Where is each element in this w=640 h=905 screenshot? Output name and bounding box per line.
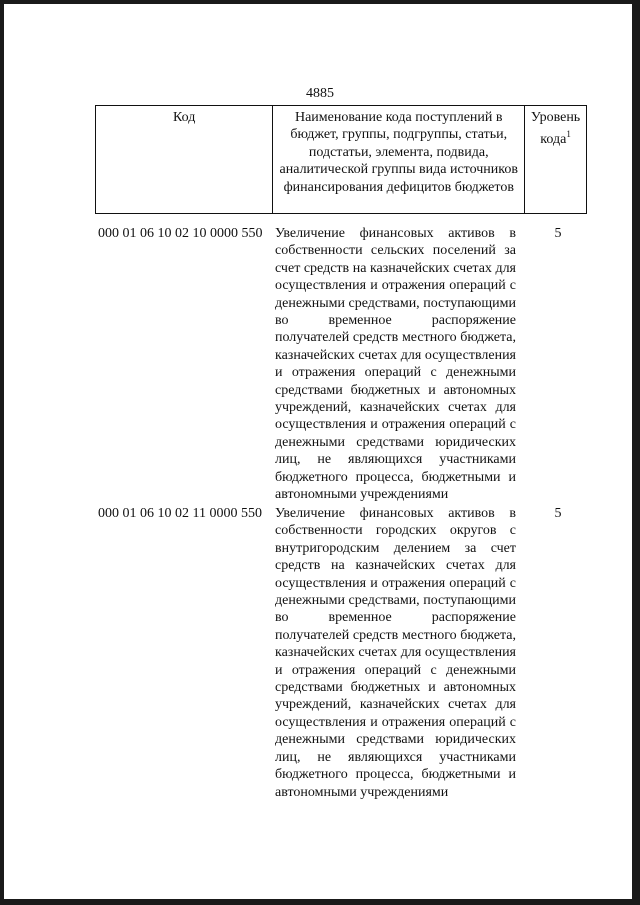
header-name: Наименование кода поступлений в бюджет, группы, подгруппы, статьи, подстатьи, элемента, подвида, аналитической группы вида источников финансирования дефицитов бюджетов	[273, 106, 525, 214]
row-code: 000 01 06 10 02 11 0000 550	[98, 506, 262, 521]
row-level: 5	[554, 226, 562, 241]
page-number: 4885	[306, 86, 334, 101]
scan-border-right	[632, 0, 640, 905]
table-header-row	[96, 106, 587, 214]
row-code: 000 01 06 10 02 10 0000 550	[98, 226, 263, 241]
footnote-marker: 1	[566, 129, 571, 140]
row-description: Увеличение финансовых активов в собственности городских округов с внутригородским делением за счет средств на казначейских счетах для осуществления и отражения операций с денежными средствами, поступающими во временное распоряжение получателей средств местного бюджета, казначейских счетах для осуществления и отражения операций с денежными средствами бюджетных и автономных учреждений, казначейских счетах для осуществления и отражения операций с денежными средствами юридических лиц, не являющихся участниками бюджетного процесса, бюджетными и автономными учреждениями	[275, 506, 516, 800]
row-level: 5	[554, 506, 562, 521]
scan-border-bottom	[0, 899, 640, 905]
header-level-label: Уровень кода	[530, 110, 581, 148]
scan-border-top	[0, 0, 640, 4]
scan-border-left	[0, 0, 4, 905]
table-header	[95, 105, 587, 214]
row-description: Увеличение финансовых активов в собственности сельских поселений за счет средств на казначейских счетах для осуществления и отражения операций с денежными средствами, поступающими во временное распоряжение получателей средств местного бюджета, казначейских счетах для осуществления и отражения операций с денежными средствами бюджетных и автономных учреждений, казначейских счетах для осуществления и отражения операций с денежными средствами юридических лиц, не являющихся участниками бюджетного процесса, бюджетными и автономными учреждениями	[275, 226, 516, 503]
header-level	[525, 106, 587, 214]
header-code: Код	[96, 106, 273, 214]
